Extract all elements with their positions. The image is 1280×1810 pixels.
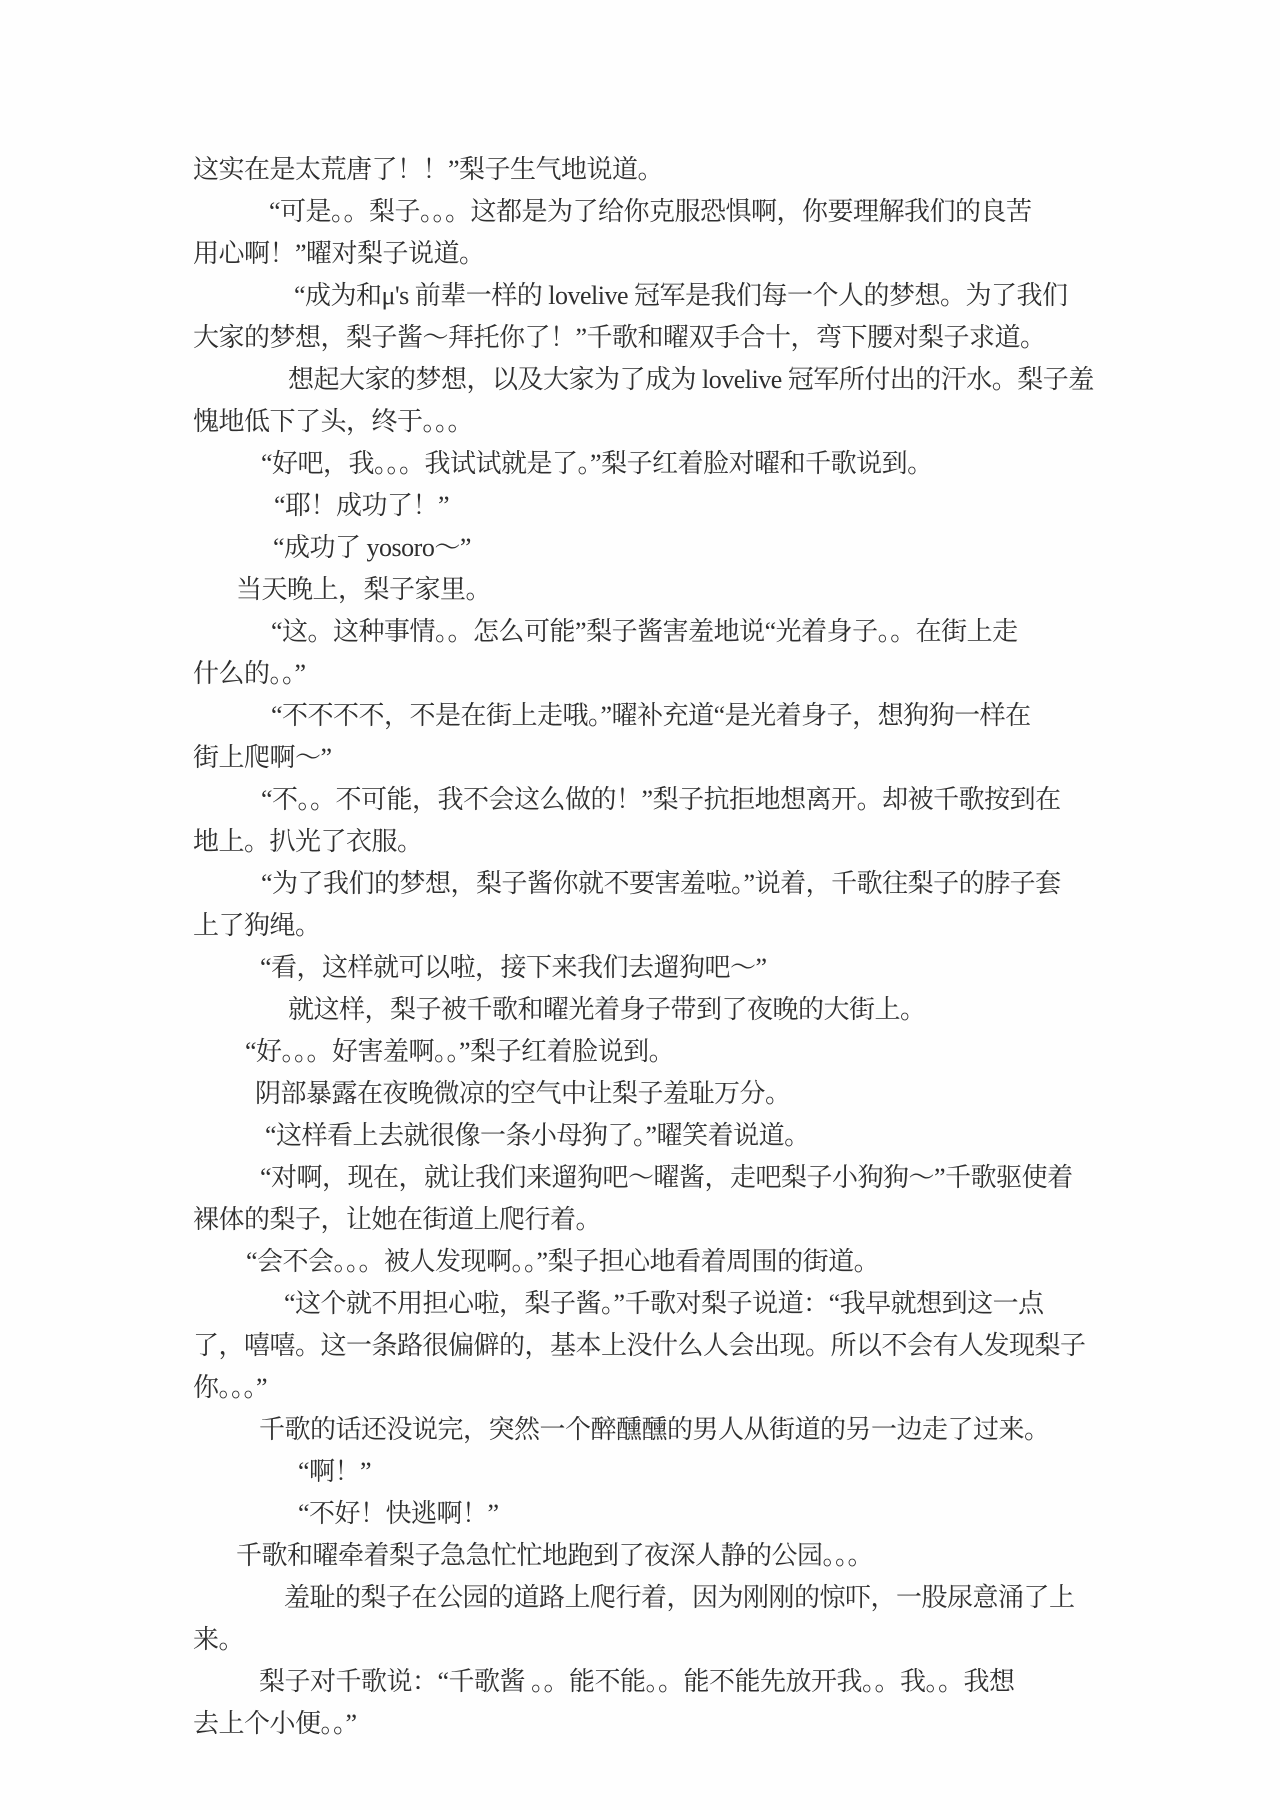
text-line: 你。。。” [193, 1373, 268, 1402]
text-line: “好吧，我。。。我试试就是了。”梨子红着脸对曜和千歌说到。 [261, 449, 933, 478]
text-line: “对啊，现在，就让我们来遛狗吧～曜酱，走吧梨子小狗狗～”千歌驱使着 [260, 1163, 1073, 1192]
text-line: 这实在是太荒唐了！！”梨子生气地说道。 [193, 155, 664, 184]
text-line: “好。。。好害羞啊。。”梨子红着脸说到。 [245, 1037, 675, 1066]
text-line: 用心啊！”曜对梨子说道。 [193, 239, 485, 268]
text-line: “不不不不，不是在街上走哦。”曜补充道“是光着身子，想狗狗一样在 [271, 701, 1031, 730]
text-line: 来。 [193, 1625, 245, 1654]
text-block [193, 149, 1093, 1745]
text-line: 了，嘻嘻。这一条路很偏僻的，基本上没什么人会出现。所以不会有人发现梨子 [193, 1331, 1086, 1360]
text-line: 阴部暴露在夜晚微凉的空气中让梨子羞耻万分。 [255, 1079, 791, 1108]
text-line: 愧地低下了头，终于。。。 [193, 407, 474, 436]
text-line: 梨子对千歌说：“千歌酱 。。能不能。。能不能先放开我。。我。。我想 [259, 1667, 1015, 1696]
text-line: 上了狗绳。 [193, 911, 321, 940]
text-line: “耶！成功了！” [274, 491, 450, 520]
text-line: “为了我们的梦想，梨子酱你就不要害羞啦。”说着，千歌往梨子的脖子套 [261, 869, 1061, 898]
text-line: 就这样，梨子被千歌和曜光着身子带到了夜晚的大街上。 [288, 995, 926, 1024]
text-line: 想起大家的梦想，以及大家为了成为 lovelive 冠军所付出的汗水。梨子羞 [288, 365, 1094, 394]
text-line: 什么的。。” [193, 659, 306, 688]
text-line: 千歌的话还没说完，突然一个醉醺醺的男人从街道的另一边走了过来。 [259, 1415, 1050, 1444]
text-line: 羞耻的梨子在公园的道路上爬行着，因为刚刚的惊吓，一股尿意涌了上 [284, 1583, 1075, 1612]
text-line: 千歌和曜牵着梨子急急忙忙地跑到了夜深人静的公园。。。 [236, 1541, 874, 1570]
text-line: “这。这种事情。。怎么可能”梨子酱害羞地说“光着身子。。在街上走 [271, 617, 1018, 646]
text-line: “不。。不可能，我不会这么做的！”梨子抗拒地想离开。却被千歌按到在 [261, 785, 1061, 814]
text-line: “看，这样就可以啦，接下来我们去遛狗吧～” [260, 953, 767, 982]
text-line: 地上。扒光了衣服。 [193, 827, 423, 856]
text-line: “啊！” [298, 1457, 372, 1486]
text-line: “成功了 yosoro～” [273, 533, 471, 562]
text-line: 大家的梦想，梨子酱～拜托你了！”千歌和曜双手合十，弯下腰对梨子求道。 [193, 323, 1046, 352]
text-line: “这样看上去就很像一条小母狗了。”曜笑着说道。 [265, 1121, 810, 1150]
text-line: 街上爬啊～” [193, 743, 332, 772]
text-line: “可是。。梨子。。。这都是为了给你克服恐惧啊，你要理解我们的良苦 [269, 197, 1032, 226]
text-line: “会不会。。。被人发现啊。。”梨子担心地看着周围的街道。 [246, 1247, 880, 1276]
text-line: “成为和μ's 前辈一样的 lovelive 冠军是我们每一个人的梦想。为了我们 [294, 281, 1068, 310]
text-line: “这个就不用担心啦，梨子酱。”千歌对梨子说道：“我早就想到这一点 [284, 1289, 1044, 1318]
text-line: 裸体的梨子，让她在街道上爬行着。 [193, 1205, 602, 1234]
text-line: 当天晚上，梨子家里。 [236, 575, 492, 604]
text-line: “不好！快逃啊！” [298, 1499, 499, 1528]
text-line: 去上个小便。。” [193, 1709, 357, 1738]
